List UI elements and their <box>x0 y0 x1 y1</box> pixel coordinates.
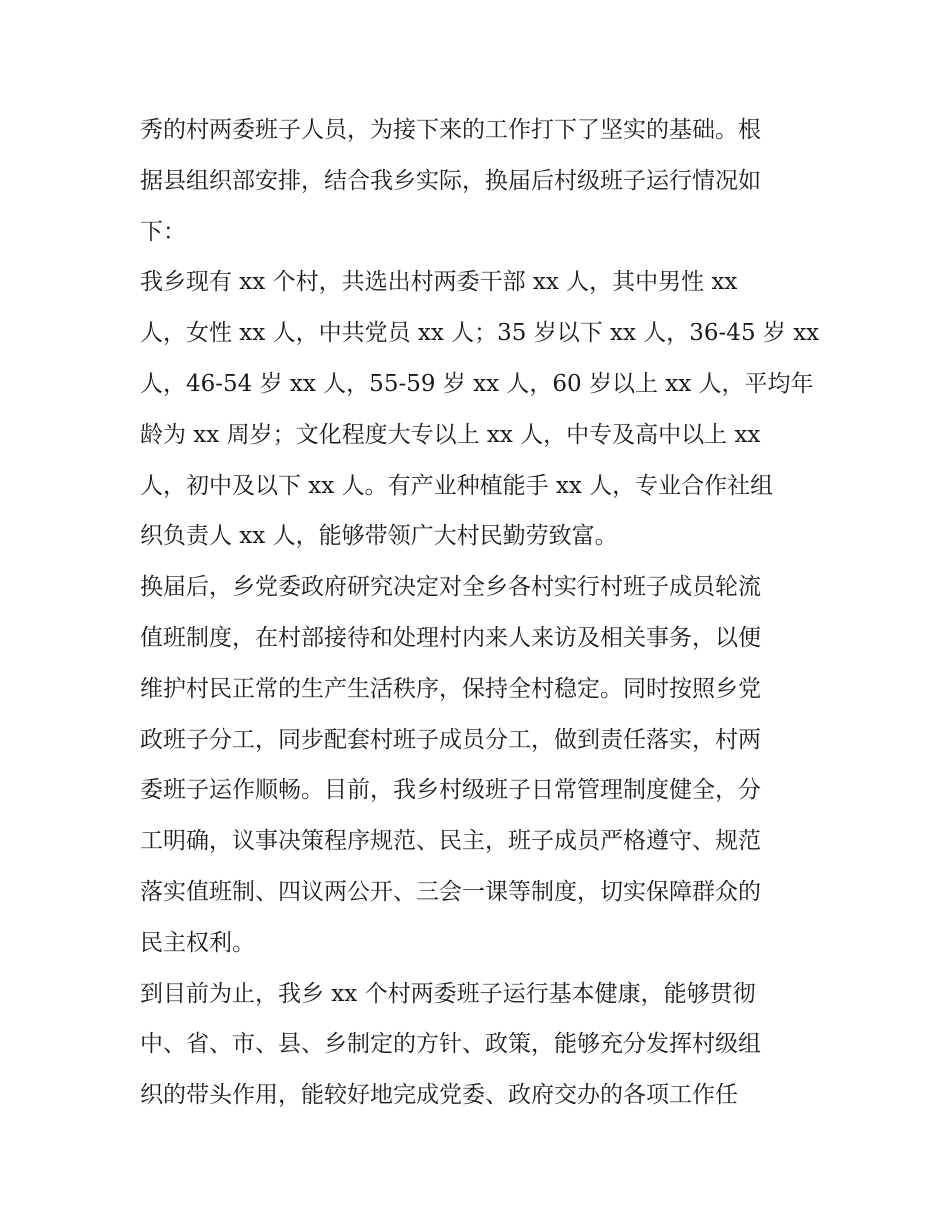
text-line: 我乡现有 xx 个村，共选出村两委干部 xx 人，其中男性 xx <box>140 269 738 296</box>
text-line: 据县组织部安排，结合我乡实际，换届后村级班子运行情况如 <box>140 167 761 194</box>
text-line: 人，女性 xx 人，中共党员 xx 人；35 岁以下 xx 人，36-45 岁 xx <box>140 320 820 347</box>
text-line: 到目前为止，我乡 xx 个村两委班子运行基本健康，能够贯彻 <box>140 980 756 1007</box>
text-line: 维护村民正常的生产生活秩序，保持全村稳定。同时按照乡党 <box>140 675 761 702</box>
text-line: 织负责人 xx 人，能够带领广大村民勤劳致富。 <box>140 523 618 550</box>
text-line: 人，初中及以下 xx 人。有产业种植能手 xx 人，专业合作社组 <box>140 472 774 499</box>
text-line: 织的带头作用，能较好地完成党委、政府交办的各项工作任 <box>140 1082 738 1109</box>
text-line: 政班子分工，同步配套村班子成员分工，做到责任落实，村两 <box>140 726 761 753</box>
text-line: 民主权利。 <box>140 929 255 956</box>
text-line: 委班子运作顺畅。目前，我乡村级班子日常管理制度健全，分 <box>140 777 761 804</box>
body-text <box>140 105 820 1121</box>
text-line: 秀的村两委班子人员，为接下来的工作打下了坚实的基础。根 <box>140 117 761 143</box>
text-line: 落实值班制、四议两公开、三会一课等制度，切实保障群众的 <box>140 878 761 905</box>
text-line: 换届后，乡党委政府研究决定对全乡各村实行村班子成员轮流 <box>140 574 761 601</box>
text-line: 工明确，议事决策程序规范、民主，班子成员严格遵守、规范 <box>140 828 761 855</box>
text-line: 中、省、市、县、乡制定的方针、政策，能够充分发挥村级组 <box>140 1031 761 1058</box>
text-line: 龄为 xx 周岁；文化程度大专以上 xx 人，中专及高中以上 xx <box>140 421 761 448</box>
text-line: 下： <box>140 218 186 245</box>
text-line: 人，46-54 岁 xx 人，55-59 岁 xx 人，60 岁以上 xx 人，平均年 <box>140 370 814 397</box>
text-line: 值班制度，在村部接待和处理村内来人来访及相关事务，以便 <box>140 624 761 651</box>
